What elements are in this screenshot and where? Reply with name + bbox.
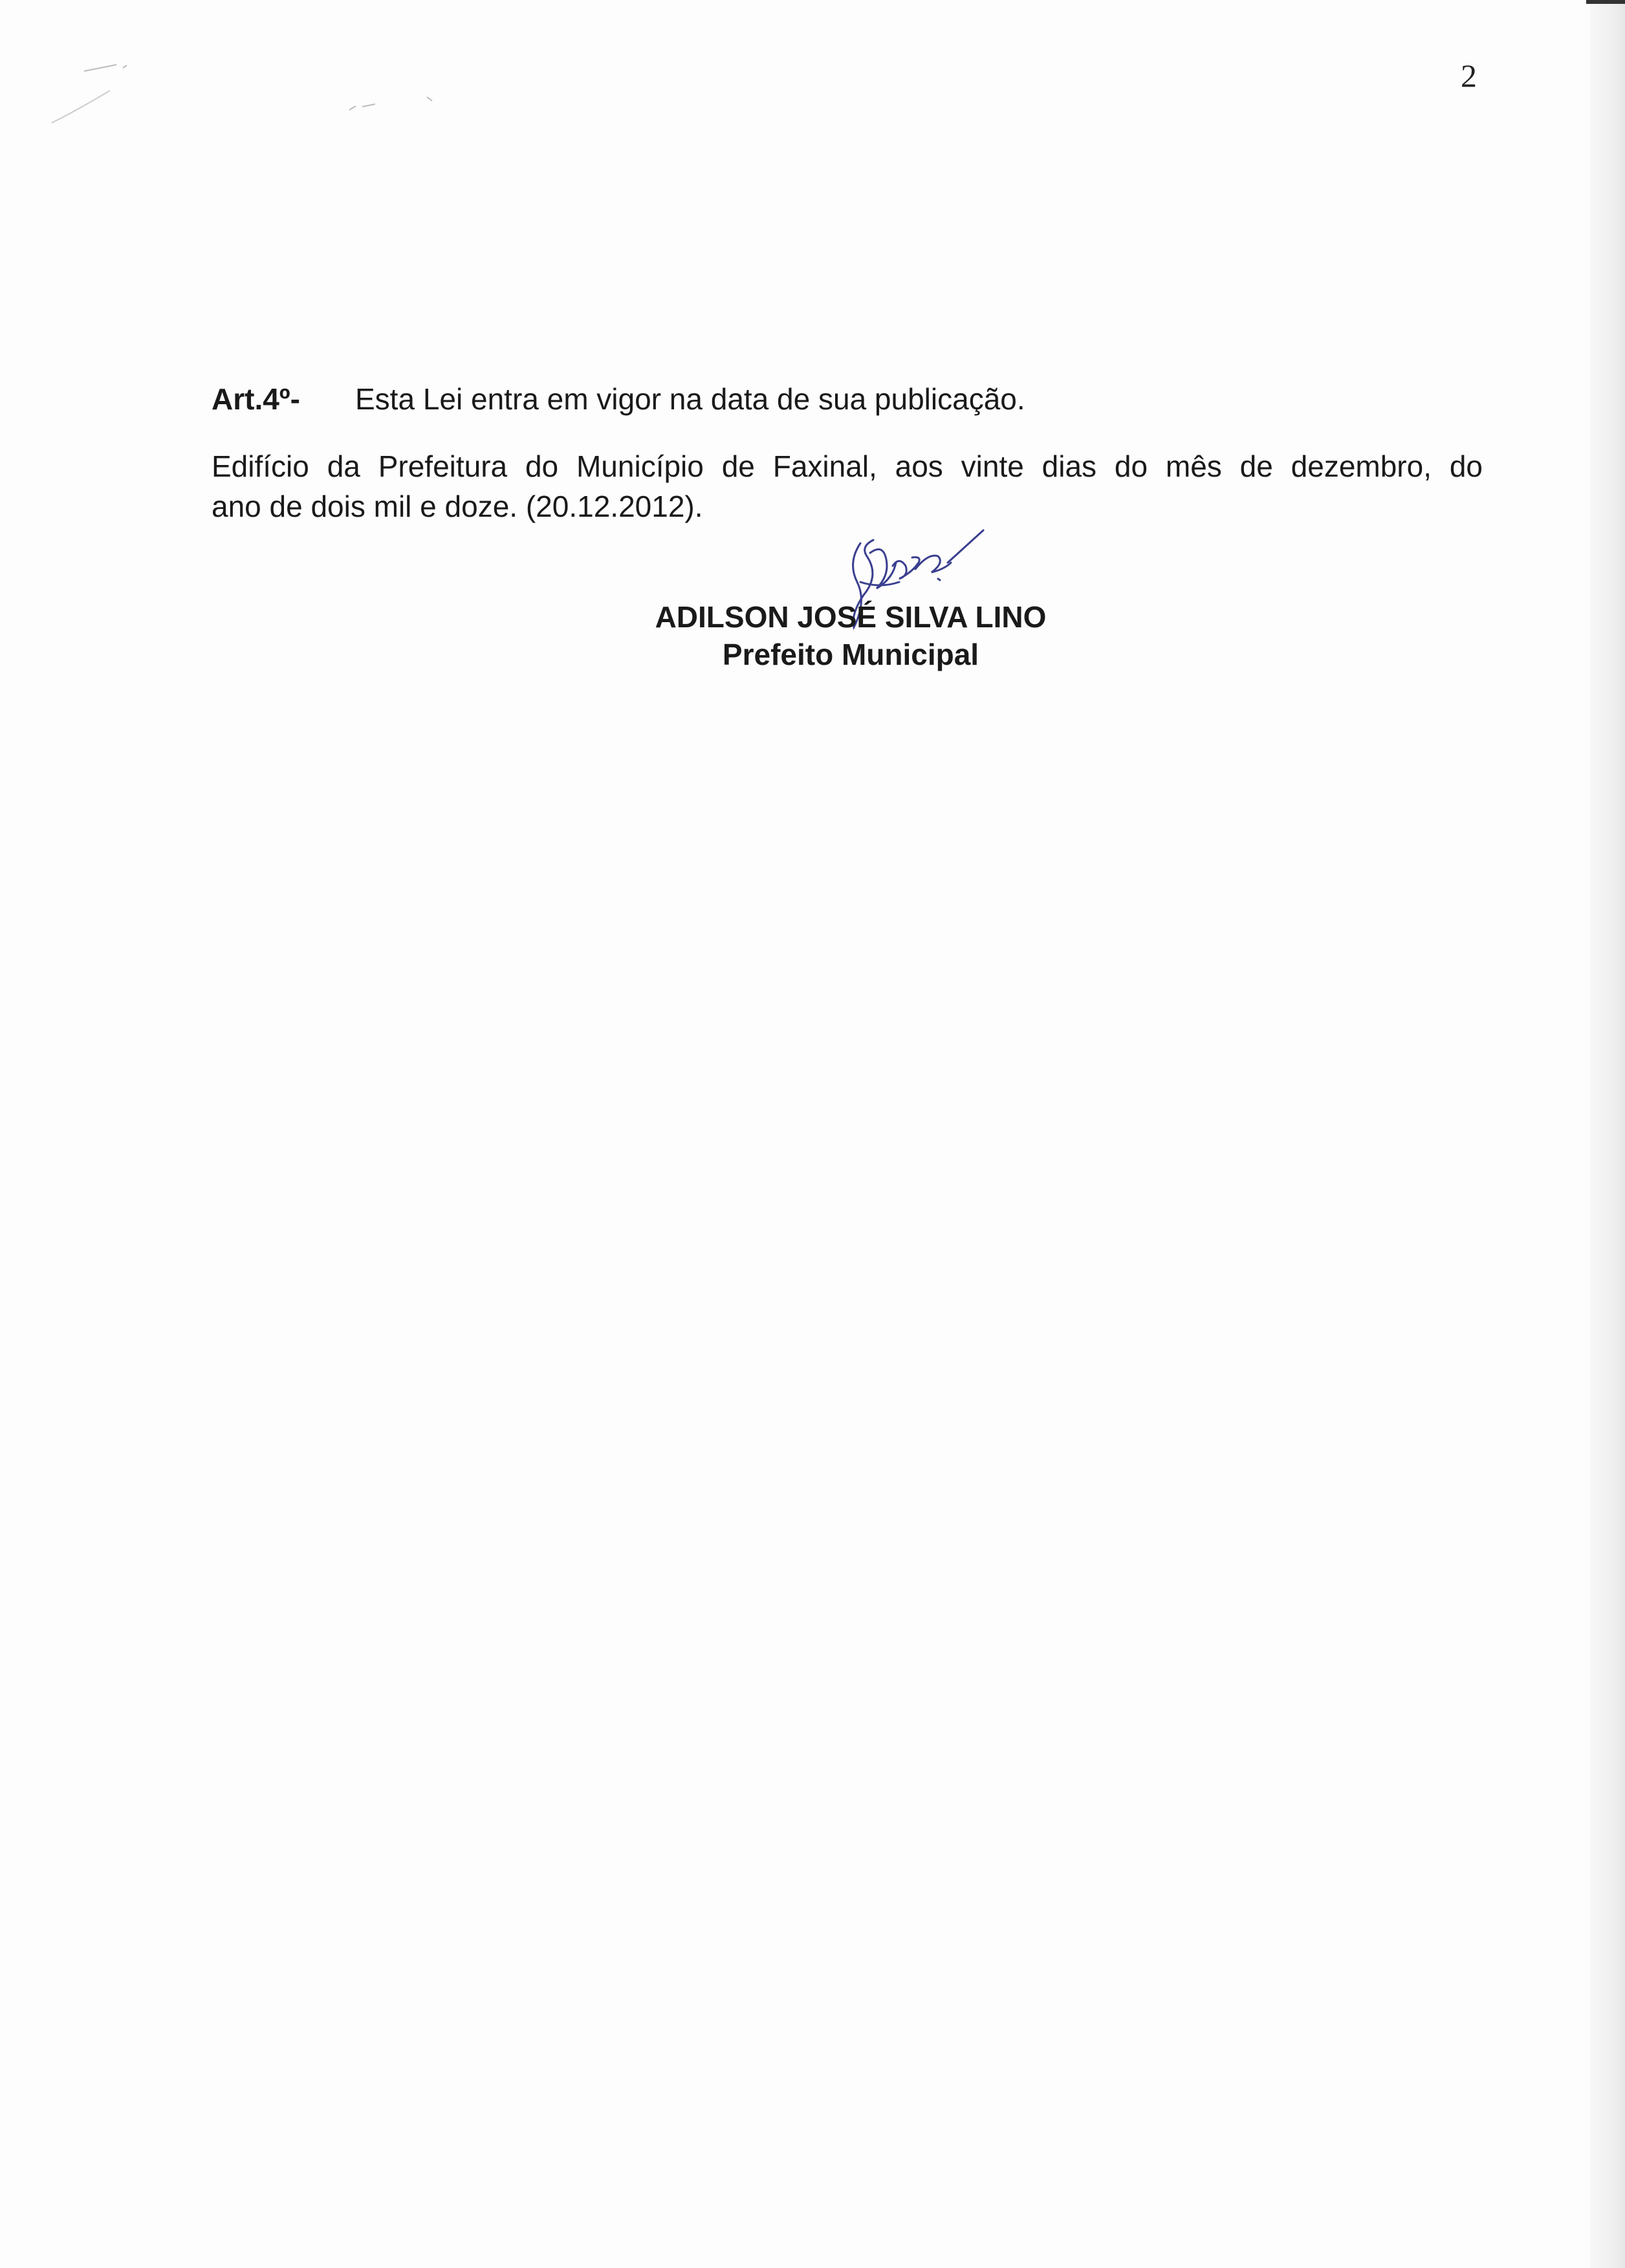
signature-block bbox=[634, 598, 1067, 673]
closing-paragraph bbox=[212, 446, 1483, 526]
signatory-name: ADILSON JOSÉ SILVA LINO bbox=[655, 600, 1047, 634]
article-4 bbox=[212, 382, 1025, 416]
scan-specks bbox=[39, 45, 440, 136]
scan-edge-mark bbox=[1586, 0, 1625, 4]
closing-line-2: ano de dois mil e doze. (20.12.2012). bbox=[212, 490, 703, 523]
article-text: Esta Lei entra em vigor na data de sua publicação. bbox=[355, 382, 1025, 416]
article-label: Art.4º- bbox=[212, 382, 300, 416]
page-number: 2 bbox=[1461, 58, 1477, 94]
scan-edge-shadow bbox=[1590, 0, 1625, 2268]
closing-line-1: Edifício da Prefeitura do Município de Faxinal, aos vinte dias do mês de dezembro, do bbox=[212, 449, 1483, 483]
signatory-title: Prefeito Municipal bbox=[722, 638, 979, 671]
